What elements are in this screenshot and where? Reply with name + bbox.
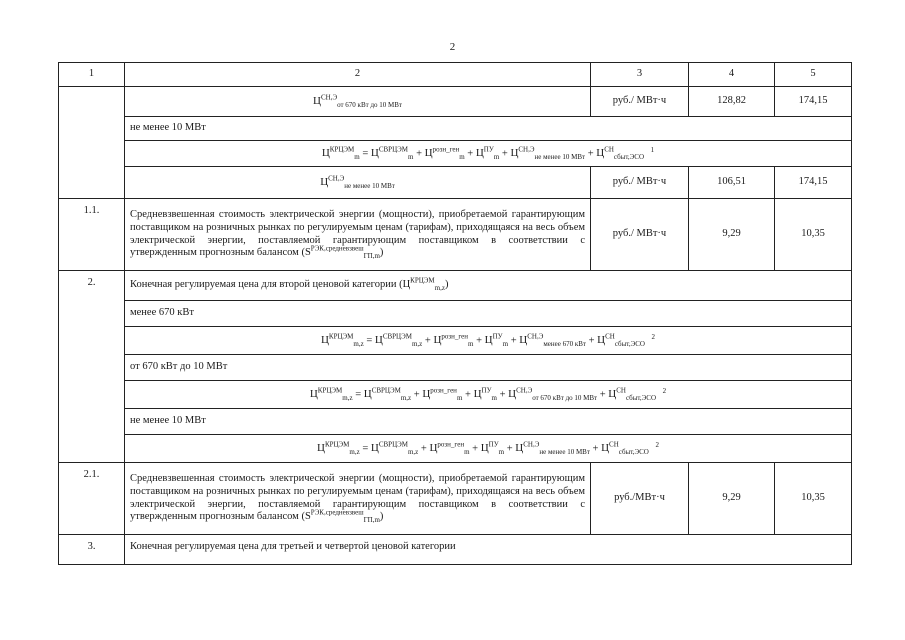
section-title: Конечная регулируемая цена для третьей и четвертой ценовой категории [125,535,852,565]
formula-symbol: $Ц^{СН,Э}_{от 670 кВт до 10 МВт}$ [313,93,402,109]
unit-cell: руб./ МВт·ч [591,87,689,117]
header-col-3: 3 [591,63,689,87]
footnote-mark: 2 [655,440,659,449]
table-row [59,87,852,117]
footnote-mark: 2 [651,332,656,341]
table-row [59,167,852,199]
value-col-4: 9,29 [689,199,775,271]
unit-cell: руб./ МВт·ч [591,199,689,271]
header-col-5: 5 [775,63,852,87]
table-row [59,355,852,381]
formula-cell [125,87,591,117]
table-row [59,141,852,167]
range-label: не менее 10 МВт [125,409,852,435]
value-col-5: 174,15 [775,167,852,199]
header-col-2: 2 [125,63,591,87]
formula-cell: $Ц^{КРЦЭМ}_{m,z} = Ц^{СВРЦЭМ}_{m,z} + Ц^{розн\_ген}_m + Ц^{ПУ}_m + Ц^{СН,Э}_{не менее 10 МВт} + Ц^{СН}_{сбыт,ЭСО}$ $^2$ [125,435,852,463]
table-row [59,117,852,141]
formula-lhs: $Ц^{КРЦЭМ}_m$ [321,145,360,162]
value-col-5: 10,35 [775,463,852,535]
table-header-row [59,63,852,87]
footnote-mark: 2 [662,386,667,395]
range-label: не менее 10 МВт [125,117,852,141]
formula-cell: $Ц^{КРЦЭМ}_m = Ц^{СВРЦЭМ}_m + Ц^{розн\_ген}_m + Ц^{ПУ}_m + Ц^{СН,Э}_{не менее 10 МВт} + Ц^{СН}_{сбыт,ЭСО}$ $^1$ [125,141,852,167]
value-col-4: 9,29 [689,463,775,535]
formula-cell: $Ц^{КРЦЭМ}_{m,z} = Ц^{СВРЦЭМ}_{m,z} + Ц^{розн\_ген}_m + Ц^{ПУ}_m + Ц^{СН,Э}_{менее 670 кВт} + Ц^{СН}_{сбыт,ЭСО}$ $^2$ [125,327,852,355]
unit-cell: руб./ МВт·ч [591,167,689,199]
header-col-1: 1 [59,63,125,87]
row-number: 3. [59,535,125,565]
row-number-empty [59,87,125,199]
value-col-5: 174,15 [775,87,852,117]
description-cell: Средневзвешенная стоимость электрической энергии (мощности), приобретаемой гарантирующим поставщиком на розничных рынках по регулируемым ценам (тарифам), приходящаяся на весь объем электрической энергии, поставляемой гарантирующим поставщиком в соответствии с утвержденным прогнозным балансом $(S^{РЭК,средневзвеш}_{ГП,m})$ [125,463,591,535]
table-row [59,463,852,535]
row-number: 1.1. [59,199,125,271]
tariff-table [58,62,852,565]
value-col-4: 128,82 [689,87,775,117]
formula-lhs: $Ц^{КРЦЭМ}_{m,z}$ [309,386,353,403]
description-cell: Средневзвешенная стоимость электрической энергии (мощности), приобретаемой гарантирующим поставщиком на розничных рынках по регулируемым ценам (тарифам), приходящаяся на весь объем электрической энергии, поставляемой гарантирующим поставщиком в соответствии с утвержденным прогнозным балансом $(S^{РЭК,средневзвеш}_{ГП,m})$ [125,199,591,271]
table-row [59,435,852,463]
range-label: от 670 кВт до 10 МВт [125,355,852,381]
table-row [59,535,852,565]
unit-cell: руб./МВт·ч [591,463,689,535]
table-row [59,301,852,327]
formula-cell: $Ц^{КРЦЭМ}_{m,z} = Ц^{СВРЦЭМ}_{m,z} + Ц^{розн\_ген}_m + Ц^{ПУ}_m + Ц^{СН,Э}_{от 670 кВт до 10 МВт} + Ц^{СН}_{сбыт,ЭСО}$ $^2$ [125,381,852,409]
row-number: 2. [59,271,125,463]
table-row [59,381,852,409]
header-col-4: 4 [689,63,775,87]
value-col-5: 10,35 [775,199,852,271]
section-title: Конечная регулируемая цена для второй ценовой категории $(Ц^{КРЦЭМ}_{m,z})$ [125,271,852,301]
footnote-mark: 1 [650,145,655,154]
formula-lhs: $Ц^{КРЦЭМ}_{m,z}$ [320,332,364,349]
row-number: 2.1. [59,463,125,535]
table-row [59,271,852,301]
page-number: 2 [449,41,456,53]
table-row [59,199,852,271]
formula-lhs: $Ц^{КРЦЭМ}_{m,z}$ [316,440,360,457]
value-col-4: 106,51 [689,167,775,199]
range-label: менее 670 кВт [125,301,852,327]
table-row [59,409,852,435]
table-row [59,327,852,355]
formula-cell: $Ц^{СН,Э}_{не менее 10 МВт}$ [125,167,591,199]
